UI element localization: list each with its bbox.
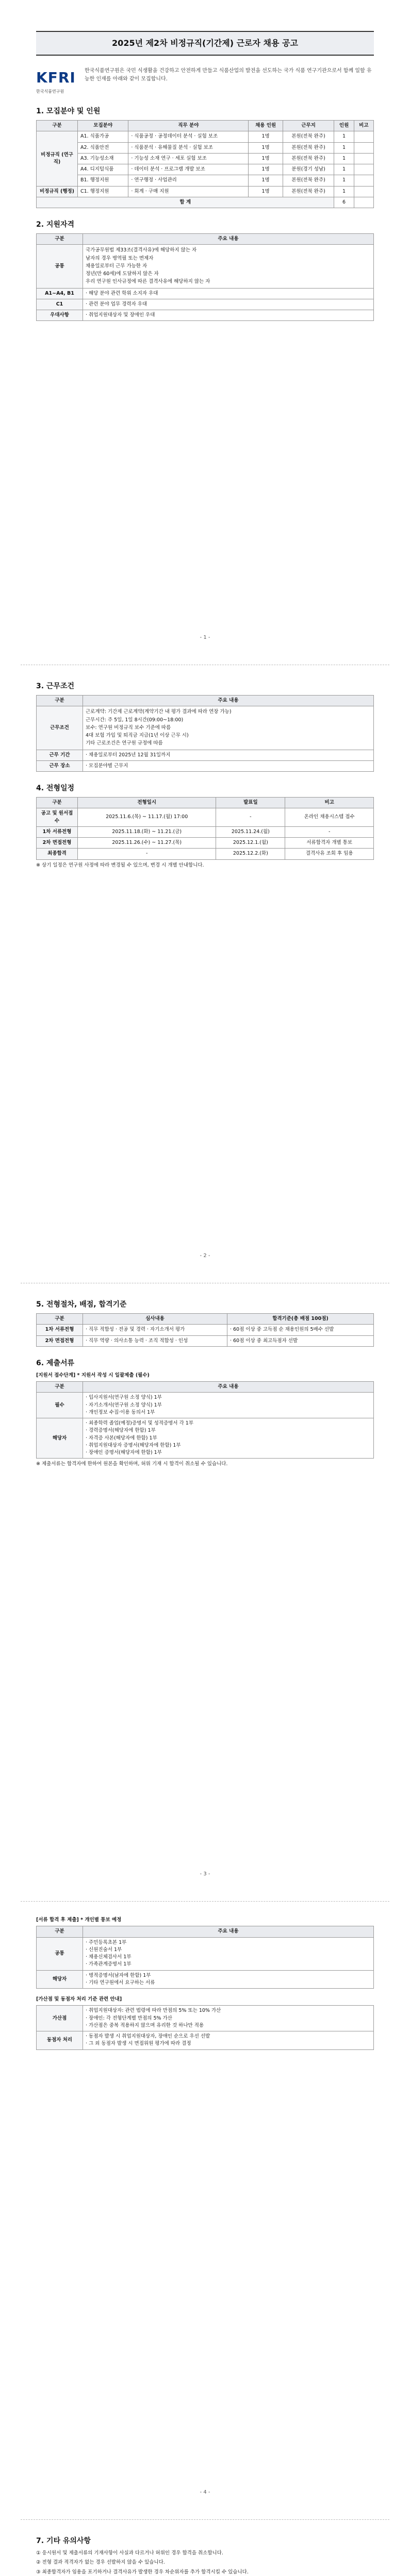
process-table	[36, 1313, 374, 1347]
list-item: 국가공무원법 제33조(결격사유)에 해당하지 않는 자	[86, 247, 197, 253]
cell: · 최종학력 졸업(예정)증명서 및 성적증명서 각 1부 · 경력증명서(해당자에 한함) 1부 · 자격증 사본(해당자에 한함) 1부 · 취업지원대상자 증명서(해당자에 한함) 1부 · 장애인 증명서(해당자에 한함) 1부	[83, 1418, 374, 1459]
cond-header-row	[37, 696, 374, 706]
table-row	[37, 245, 374, 288]
qual-header-row	[37, 234, 374, 245]
table-row	[37, 1970, 374, 1989]
header-cell: 채용 인원	[249, 121, 283, 131]
page-divider	[21, 2519, 389, 2520]
list-item: ③ 최종합격자가 임용을 포기하거나 결격사유가 발생한 경우 차순위자를 추가 합격시킬 수 있습니다.	[36, 2569, 249, 2575]
cell: 공통	[37, 1937, 83, 1970]
list-item: 기타 근로조건은 연구원 규정에 따름	[86, 740, 163, 747]
cell: 1	[334, 175, 354, 186]
header-cell: 구분	[37, 798, 78, 808]
cell: · 취업지원대상자: 관련 법령에 따라 만점의 5% 또는 10% 가산 · 장애인: 각 전형단계별 만점의 5% 가산 · 가산점은 중복 적용하지 않으며 유리한 것 하나만 적용	[83, 2006, 374, 2031]
cell	[354, 197, 373, 208]
table-row	[37, 1393, 374, 1418]
cell: 근무 기간	[37, 750, 83, 760]
cell: 2025.11.18.(화) ~ 11.21.(금)	[78, 826, 216, 837]
cell: · 기능성 소재 연구 · 세포 실험 보조	[128, 153, 249, 164]
cell: 1차 서류전형	[37, 1325, 83, 1335]
list-item: 근무시간: 주 5일, 1일 8시간(09:00~18:00)	[86, 717, 184, 723]
cell: · 취업지원대상자 및 장애인 우대	[83, 310, 374, 321]
header-cell: 구분	[37, 696, 83, 706]
list-item: ① 응시원서 및 제출서류의 기재사항이 사실과 다르거나 허위인 경우 합격을 취소합니다.	[36, 2550, 223, 2556]
total-row	[37, 197, 374, 208]
list-item: 남자의 경우 병역필 또는 면제자	[86, 255, 154, 261]
cell	[354, 131, 373, 142]
cell: 필수	[37, 1393, 83, 1418]
header-cell: 비고	[285, 798, 374, 808]
header-cell: 직무 분야	[128, 121, 249, 131]
cell: · 해당 분야 관련 학위 소지자 우대	[83, 288, 374, 299]
cell: 1	[334, 164, 354, 175]
post-doc-header-row	[37, 1926, 374, 1937]
kfri-logo	[36, 67, 77, 95]
cell: · 연구행정 · 사업관리	[128, 175, 249, 186]
section-heading-5: 5. 전형절차, 배점, 합격기준	[36, 1300, 127, 1309]
table-row	[37, 131, 374, 142]
cell: · 식품분석 · 유해물질 분석 · 실험 보조	[128, 142, 249, 153]
cell: 본원(전북 완주)	[283, 131, 334, 142]
schedule-table	[36, 797, 374, 860]
cell: · 직무 적합성 · 전공 및 경력 · 자기소개서 평가	[83, 1325, 227, 1335]
header-cell: 구분	[37, 1926, 83, 1937]
submission-subheading: [지원서 접수단계] * 지원서 작성 시 일괄제출 (필수)	[36, 1372, 150, 1378]
cell: A1. 식품가공	[78, 131, 128, 142]
header-cell: 구분	[37, 1382, 83, 1393]
cell: · 모집분야별 근무지	[83, 760, 374, 771]
cell: 본원(전북 완주)	[283, 186, 334, 197]
bonus-table	[36, 2005, 374, 2049]
cell: 해당자	[37, 1970, 83, 1989]
cell: 2025.12.2.(화)	[216, 849, 285, 859]
cell: B1. 행정지원	[78, 175, 128, 186]
table-row	[37, 838, 374, 849]
table-row	[37, 826, 374, 837]
cell: 1명	[249, 142, 283, 153]
cell: 1	[334, 153, 354, 164]
cell: · 주민등록초본 1부 · 신원진술서 1부 · 채용신체검사서 1부 · 가족관계증명서 1부	[83, 1937, 374, 1970]
cell: 1	[334, 142, 354, 153]
cell: 우대사항	[37, 310, 83, 321]
section-heading-2: 2. 지원자격	[36, 221, 75, 229]
cell: 최종합격	[37, 849, 78, 859]
cell	[83, 706, 374, 750]
cell: 2025.11.6.(목) ~ 11.17.(월) 17:00	[78, 808, 216, 827]
cell	[354, 164, 373, 175]
cell: A1~A4, B1	[37, 288, 83, 299]
cell: · 관련 분야 업무 경력자 우대	[83, 299, 374, 310]
cell: · 입사지원서(연구원 소정 양식) 1부 · 자기소개서(연구원 소정 양식) 1부 · 개인정보 수집·이용 동의서 1부	[83, 1393, 374, 1418]
table-row	[37, 706, 374, 750]
table-row	[37, 760, 374, 771]
page-number: - 3 -	[200, 1871, 210, 1877]
qualification-table	[36, 233, 374, 321]
cell: · 60점 이상 중 최고득점자 선발	[227, 1335, 373, 1346]
header-cell: 주요 내용	[83, 234, 374, 245]
table-row	[37, 186, 374, 197]
header-cell: 주요 내용	[83, 1926, 374, 1937]
header-cell: 인원	[334, 121, 354, 131]
table-row	[37, 1325, 374, 1335]
doc-header-row	[37, 1382, 374, 1393]
header-cell: 전형일시	[78, 798, 216, 808]
header-cell: 주요 내용	[83, 1382, 374, 1393]
page-5	[0, 2524, 410, 2576]
cell: 결격사유 조회 후 임용	[285, 849, 374, 859]
cell: 근무조건	[37, 706, 83, 750]
cell: 1차 서류전형	[37, 826, 78, 837]
table-row	[37, 808, 374, 827]
header-cell: 발표일	[216, 798, 285, 808]
cell: 1명	[249, 175, 283, 186]
logo-mark: KFRI	[36, 69, 76, 86]
cell: 근무 장소	[37, 760, 83, 771]
sched-header-row	[37, 798, 374, 808]
cell: 2025.12.1.(월)	[216, 838, 285, 849]
list-item: 4대 보험 가입 및 퇴직금 지급(1년 이상 근무 시)	[86, 733, 189, 738]
header-cell: 구분	[37, 234, 83, 245]
cell: -	[78, 849, 216, 859]
list-item: 정년(만 60세)에 도달하지 않은 자	[86, 271, 159, 277]
intro	[36, 67, 374, 95]
list-item: 근로계약: 기간제 근로계약(계약기간 내 평가 결과에 따라 연장 가능)	[86, 709, 232, 715]
cell: 2025.11.24.(월)	[216, 826, 285, 837]
cell: · 병적증명서(남자에 한함) 1부 · 기타 연구원에서 요구하는 서류	[83, 1970, 374, 1989]
intro-text: 한국식품연구원은 국민 식생활을 건강하고 안전하게 만들고 식품산업의 발전을 선도하는 국가 식품 연구기관으로서 함께 일할 유능한 인재를 아래와 같이 모집합니다.	[85, 68, 372, 82]
section-heading-1: 1. 모집분야 및 인원	[36, 107, 101, 115]
logo-sub: 한국식품연구원	[36, 89, 64, 94]
post-documents-table	[36, 1926, 374, 1989]
recruit-table	[36, 120, 374, 208]
header-cell: 구분	[37, 1314, 83, 1325]
cell: 1	[334, 131, 354, 142]
cell: C1. 행정지원	[78, 186, 128, 197]
table-row	[37, 175, 374, 186]
cell: · 직무 역량 · 의사소통 능력 · 조직 적합성 · 인성	[83, 1335, 227, 1346]
section-heading-7: 7. 기타 유의사항	[36, 2537, 91, 2545]
table-row	[37, 750, 374, 760]
total-label: 합 계	[37, 197, 334, 208]
page-1	[0, 0, 410, 321]
schedule-note: ※ 상기 일정은 연구원 사정에 따라 변경될 수 있으며, 변경 시 개별 안내합니다.	[36, 862, 204, 868]
documents-note: ※ 제출서류는 합격자에 한하여 원본을 확인하며, 허위 기재 시 합격이 취소될 수 있습니다.	[36, 1461, 228, 1467]
cell: · 채용일로부터 2025년 12월 31일까지	[83, 750, 374, 760]
section-heading-4: 4. 전형일정	[36, 784, 75, 792]
header-cell: 비고	[354, 121, 373, 131]
cell: 공고 및 원서접수	[37, 808, 78, 827]
header-cell: 근무지	[283, 121, 334, 131]
cell	[354, 175, 373, 186]
cell: 비정규직 (연구직)	[37, 131, 78, 186]
list-item: 보수: 연구원 비정규직 보수 기준에 따름	[86, 724, 171, 731]
cell: 2차 면접전형	[37, 838, 78, 849]
section-heading-3: 3. 근무조건	[36, 682, 75, 690]
cell: 본원(전북 완주)	[283, 142, 334, 153]
page-4	[0, 1906, 410, 2050]
cell	[354, 142, 373, 153]
page-divider	[21, 1901, 389, 1902]
table-row	[37, 288, 374, 299]
table-row	[37, 142, 374, 153]
table-row	[37, 1418, 374, 1459]
cell: 동점자 처리	[37, 2031, 83, 2050]
header-cell: 모집분야	[78, 121, 128, 131]
documents-table	[36, 1381, 374, 1459]
cell: 본원(전북 완주)	[283, 153, 334, 164]
cell: A2. 식품안전	[78, 142, 128, 153]
table-row	[37, 1335, 374, 1346]
page-number: - 2 -	[200, 1253, 210, 1259]
cell: 온라인 채용시스템 접수	[285, 808, 374, 827]
page-title: 2025년 제2차 비정규직(기간제) 근로자 채용 공고	[36, 31, 374, 56]
table-row	[37, 310, 374, 321]
cell: A3. 기능성소재	[78, 153, 128, 164]
table-row	[37, 164, 374, 175]
cell: 서류합격자 개별 통보	[285, 838, 374, 849]
cell: 1명	[249, 186, 283, 197]
cell: 1명	[249, 153, 283, 164]
cell	[354, 153, 373, 164]
table-row	[37, 849, 374, 859]
cell: 1명	[249, 164, 283, 175]
cell: -	[285, 826, 374, 837]
header-cell: 심사내용	[83, 1314, 227, 1325]
list-item: ② 전형 결과 적격자가 없는 경우 선발하지 않을 수 있습니다.	[36, 2560, 165, 2566]
header-cell: 합격기준(총 배점 100점)	[227, 1314, 373, 1325]
page-number: - 4 -	[200, 2489, 210, 2495]
cell: · 회계 · 구매 지원	[128, 186, 249, 197]
cell: 1명	[249, 131, 283, 142]
list-item: 채용일로부터 근무 가능한 자	[86, 263, 147, 269]
cell: 해당자	[37, 1418, 83, 1459]
table-row	[37, 2031, 374, 2050]
cell	[354, 186, 373, 197]
table-row	[37, 299, 374, 310]
cell: · 식품공정 · 공정데이터 분석 · 실험 보조	[128, 131, 249, 142]
cell: · 데이터 분석 · 프로그램 개발 보조	[128, 164, 249, 175]
list-item: 우리 연구원 인사규정에 따른 결격사유에 해당하지 않는 자	[86, 279, 210, 285]
cell: 분원(경기 성남)	[283, 164, 334, 175]
cell: · 60점 이상 중 고득점 순 채용인원의 5배수 선발	[227, 1325, 373, 1335]
cell: A4. 디지털식품	[78, 164, 128, 175]
page-2	[0, 670, 410, 871]
header-cell: 주요 내용	[83, 696, 374, 706]
bonus-subheading: [가산점 및 동점자 처리 기준 관련 안내]	[36, 1996, 122, 2002]
post-doc-subheading: [서류 합격 후 제출] * 개인별 통보 예정	[36, 1917, 122, 1923]
condition-table	[36, 695, 374, 772]
cell: 2025.11.26.(수) ~ 11.27.(목)	[78, 838, 216, 849]
table-row	[37, 153, 374, 164]
cell: 공통	[37, 245, 83, 288]
header-cell: 구분	[37, 121, 78, 131]
total-value: 6	[334, 197, 354, 208]
recruit-header-row	[37, 121, 374, 131]
cell: 1	[334, 186, 354, 197]
cell: 본원(전북 완주)	[283, 175, 334, 186]
cell: C1	[37, 299, 83, 310]
cell: 비정규직 (행정)	[37, 186, 78, 197]
cell: -	[216, 808, 285, 827]
cell: 가산점	[37, 2006, 83, 2031]
cell	[83, 245, 374, 288]
cell: 2차 면접전형	[37, 1335, 83, 1346]
section-heading-6: 6. 제출서류	[36, 1359, 75, 1367]
page-3	[0, 1288, 410, 1470]
table-row	[37, 1937, 374, 1970]
proc-header-row	[37, 1314, 374, 1325]
table-row	[37, 2006, 374, 2031]
cell: · 동점자 발생 시 취업지원대상자, 장애인 순으로 우선 선발 · 그 외 동점자 발생 시 면접위원 평가에 따라 결정	[83, 2031, 374, 2050]
page-number: - 1 -	[200, 635, 210, 640]
